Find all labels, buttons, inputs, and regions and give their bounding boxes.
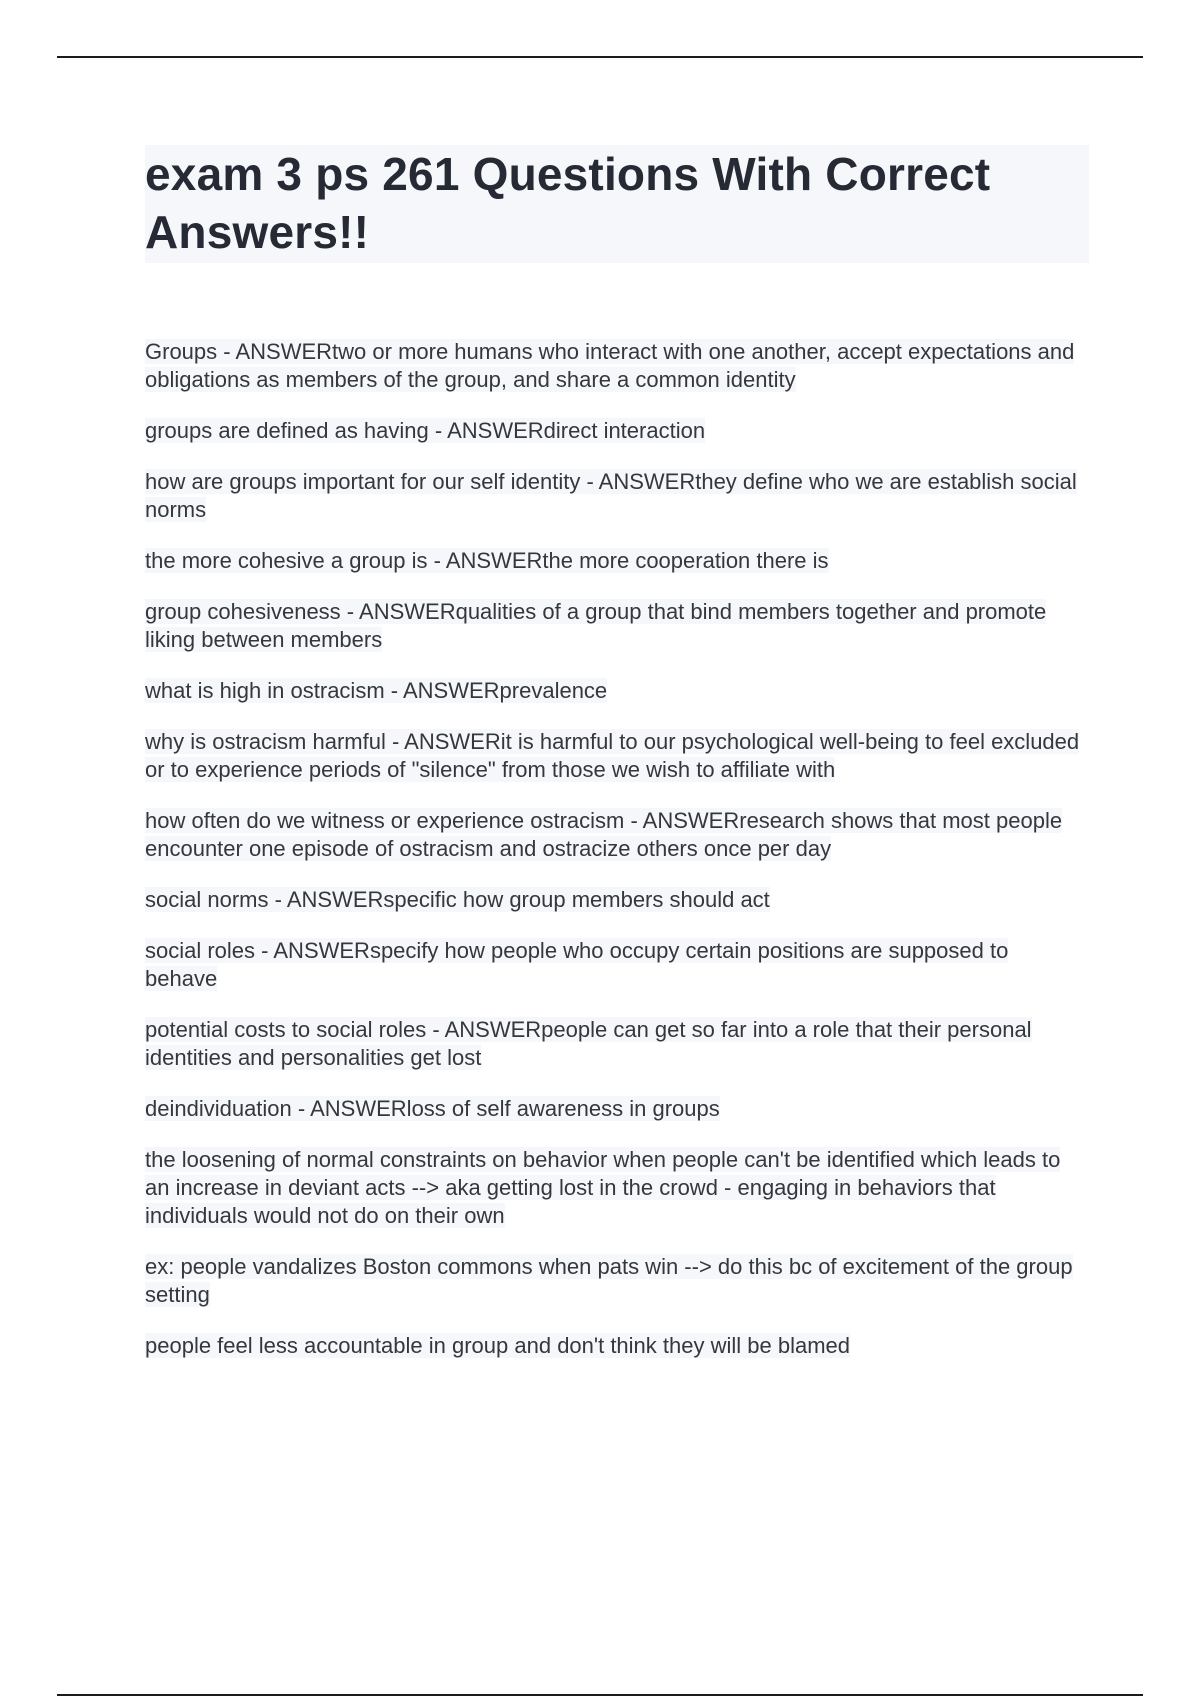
list-item	[145, 1016, 1085, 1072]
list-item	[145, 1095, 1085, 1123]
list-item-text: the loosening of normal constraints on behavior when people can't be identified which leads to an increase in deviant acts --> aka getting lost in the crowd - engaging in behaviors that individuals would not do on their own	[145, 1147, 1061, 1228]
list-item-text: deindividuation - ANSWERloss of self awareness in groups	[145, 1096, 720, 1121]
list-item	[145, 886, 1085, 914]
list-item-text: how are groups important for our self identity - ANSWERthey define who we are establish social norms	[145, 469, 1077, 522]
list-item-text: potential costs to social roles - ANSWERpeople can get so far into a role that their personal identities and personalities get lost	[145, 1017, 1032, 1070]
list-item	[145, 417, 1085, 445]
list-item	[145, 547, 1085, 575]
list-item	[145, 598, 1085, 654]
page-title: exam 3 ps 261 Questions With Correct Answers!!	[145, 148, 991, 258]
list-item	[145, 937, 1085, 993]
list-item	[145, 1332, 1085, 1360]
list-item-text: what is high in ostracism - ANSWERprevalence	[145, 678, 608, 703]
list-item	[145, 677, 1085, 705]
list-item-text: groups are defined as having - ANSWERdirect interaction	[145, 418, 706, 443]
bottom-rule	[57, 1694, 1143, 1696]
list-item	[145, 807, 1085, 863]
list-item	[145, 468, 1085, 524]
list-item-text: why is ostracism harmful - ANSWERit is harmful to our psychological well-being to feel excluded or to experience periods of "silence" from those we wish to affiliate with	[145, 729, 1080, 782]
list-item-text: ex: people vandalizes Boston commons when pats win --> do this bc of excitement of the group setting	[145, 1254, 1073, 1307]
list-item-text: group cohesiveness - ANSWERqualities of a group that bind members together and promote liking between members	[145, 599, 1047, 652]
list-item-text: the more cohesive a group is - ANSWERthe more cooperation there is	[145, 548, 829, 573]
list-item	[145, 728, 1085, 784]
list-item-text: social norms - ANSWERspecific how group members should act	[145, 887, 770, 912]
list-item-text: how often do we witness or experience ostracism - ANSWERresearch shows that most people encounter one episode of ostracism and ostracize others once per day	[145, 808, 1063, 861]
list-item	[145, 1253, 1085, 1309]
list-item	[145, 338, 1085, 394]
list-item-text: people feel less accountable in group and don't think they will be blamed	[145, 1333, 850, 1358]
qa-list	[145, 338, 1085, 1383]
top-rule	[57, 56, 1143, 58]
list-item	[145, 1146, 1085, 1230]
list-item-text: Groups - ANSWERtwo or more humans who interact with one another, accept expectations and obligations as members of the group, and share a common identity	[145, 339, 1075, 392]
title-block	[145, 145, 1089, 263]
list-item-text: social roles - ANSWERspecify how people who occupy certain positions are supposed to behave	[145, 938, 1009, 991]
